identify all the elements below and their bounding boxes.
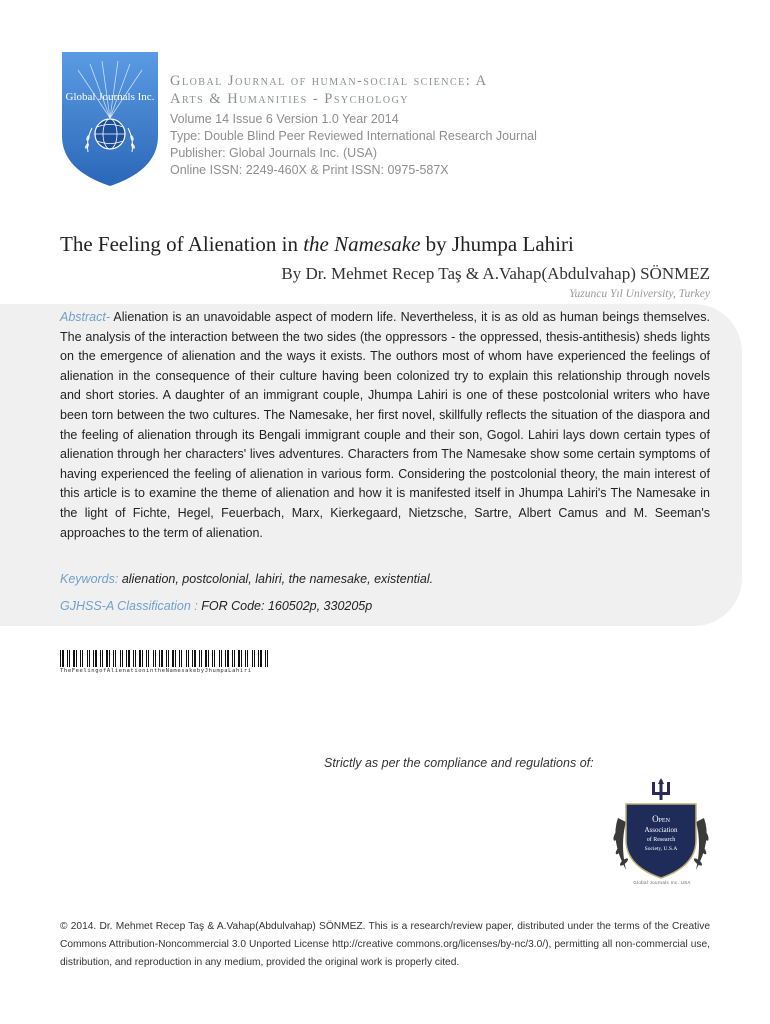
journal-title-line2: Arts & Humanities - Psychology: [170, 91, 410, 107]
seal-caption: Global Journals Inc. USA: [633, 880, 691, 885]
paper-authors: By Dr. Mehmet Recep Taş & A.Vahap(Abdulvahap) SÖNMEZ: [281, 264, 710, 283]
paper-title-emphasis: the Namesake: [303, 232, 421, 256]
journal-meta: [170, 111, 730, 179]
keywords-text: alienation, postcolonial, lahiri, the namesake, existential.: [118, 572, 434, 586]
classification: [60, 599, 710, 613]
abstract-label: Abstract-: [60, 310, 111, 324]
trident-icon: [652, 778, 670, 800]
paper-title-post: by Jhumpa Lahiri: [420, 232, 574, 256]
paper-affiliation: Yuzuncu Yıl University, Turkey: [569, 288, 710, 300]
seal-line2: Association: [644, 826, 678, 834]
compliance-text: Strictly as per the compliance and regulations of:: [324, 756, 594, 770]
globe-icon: [95, 119, 125, 149]
journal-type: Type: Double Blind Peer Reviewed International Research Journal: [170, 129, 537, 143]
logo-text: Global Journals Inc.: [65, 91, 155, 103]
seal-line3: of Research: [646, 837, 676, 843]
seal-line4: Society, U.S.A: [644, 846, 678, 852]
abstract: [60, 308, 710, 543]
journal-volume: Volume 14 Issue 6 Version 1.0 Year 2014: [170, 112, 399, 126]
journal-issn: Online ISSN: 2249-460X & Print ISSN: 0975-587X: [170, 163, 449, 177]
keywords-label: Keywords:: [60, 572, 119, 586]
classification-text: FOR Code: 160502p, 330205p: [197, 599, 373, 613]
barcode: [60, 650, 272, 667]
abstract-text: Alienation is an unavoidable aspect of modern life. Nevertheless, it is as old as human beings themselves. The analysis of the interaction between the two sides (the oppressors - the oppressed, thesis-antithesis) sheds lights on the emergence of alienation and the ways it exists. The outhors most of whom have experienced the feelings of alienation in the consequence of their culture having been colonized try to explain this relationship through novels and short stories. A daughter of an immigrant couple, Jhumpa Lahiri is one of these postcolonial writers who have been torn between the two cultures. The Namesake, her first novel, skillfully reflects the situation of the diaspora and the feeling of alienation through its Bengali immigrant couple and their son, Gogol. Lahiri lays down certain types of alienation through her characters' lives adventures. Characters from The Namesake show some certain symptoms of having experienced the feeling of alienation in various form. Considering the postcolonial theory, the main interest of this article is to examine the theme of alienation and how it is manifested itself in Jhumpa Lahiri's The Namesake in the light of Fichte, Hegel, Feuerbach, Marx, Kierkegaard, Nietzsche, Sartre, Albert Camus and M. Seeman's approaches to the term of alienation.: [60, 310, 710, 540]
classification-label: GJHSS-A Classification :: [60, 599, 198, 613]
paper-title-pre: The Feeling of Alienation in: [60, 232, 304, 256]
keywords: [60, 572, 710, 586]
journal-header: [170, 72, 730, 179]
seal-line1: Open: [652, 814, 670, 824]
oars-seal-logo: [604, 778, 718, 890]
barcode-text: TheFeelingofAlienationintheNamesakebyJhumpaLahiri: [60, 668, 252, 674]
copyright-notice: © 2014. Dr. Mehmet Recep Taş & A.Vahap(Abdulvahap) SÖNMEZ. This is a research/review paper, distributed under the terms of the Creative Commons Attribution-Noncommercial 3.0 Unported License http://creative commons.org/licenses/by-nc/3.0/), permitting all non-commercial use, distribution, and reproduction in any medium, provided the original work is properly cited.: [60, 921, 710, 968]
global-journals-logo: [60, 48, 160, 188]
paper-title: [60, 232, 740, 257]
journal-title-line1: Global Journal of human-social science: A: [170, 73, 488, 89]
journal-publisher: Publisher: Global Journals Inc. (USA): [170, 146, 378, 160]
